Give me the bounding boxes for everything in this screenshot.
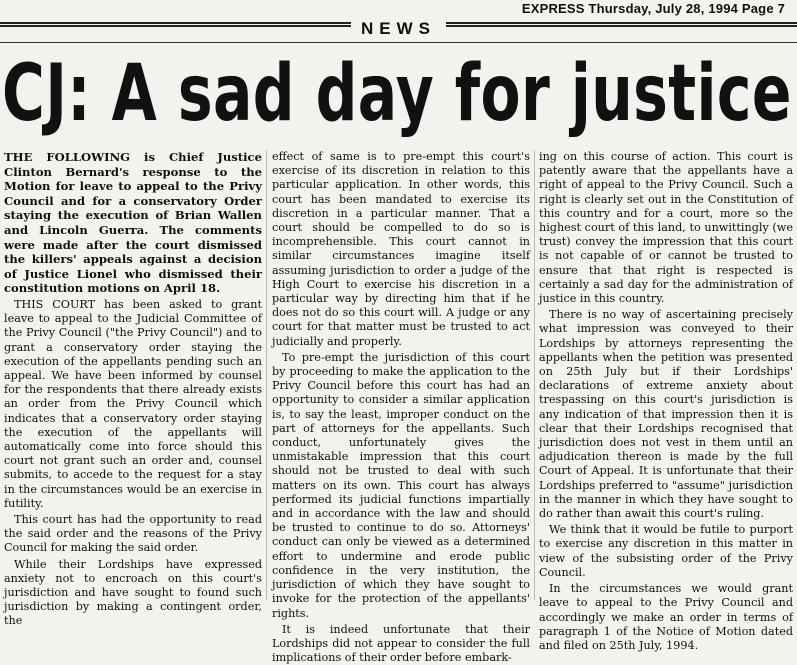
- column-divider: [266, 150, 267, 600]
- body-paragraph: We think that it would be futile to purport to exercise any discretion in this matter in view of the subsisting order of the Privy Council.: [539, 523, 793, 579]
- body-paragraph: effect of same is to pre-empt this court's exercise of its discretion in relation to this particular application. In other words, this court has been mandated to exercise its discretion in a particular manner. That a court should be compelled to do so is incomprehensible. This court cannot in similar circumstances imagine itself assuming jurisdiction to order a judge of the High Court to exercise his discretion in a particular way by directing him that if he does not do so this court will. A judge or any court for that matter must be trusted to act judicially and properly.: [272, 150, 530, 348]
- body-paragraph: THIS COURT has been asked to grant leave to appeal to the Judicial Committee of the Privy Council ("the Privy Council") and to grant a conservatory order staying the execution of the appellants pending such an appeal. We have been informed by counsel for the respondents that there already exists an order from the Privy Council which indicates that a conservatory order staying the execution of the appellants will automatically come into force should this court not grant such an order and, counsel submits, to accede to the request for a stay in the circumstances would be an exercise in futility.: [4, 297, 262, 510]
- body-paragraph: It is indeed unfortunate that their Lordships did not appear to consider the full implications of their order before embark-: [272, 622, 530, 665]
- body-paragraph: ing on this course of action. This court is patently aware that the appellants have a right of appeal to the Privy Council. Such a right is clearly set out in the Constitution of this country and for a court, more so the highest court of this land, to unwittingly (we trust) convey the impression that this court is not capable of or cannot be trusted to ensure that that right is respected is certainly a sad day for the administration of justice in this country.: [539, 150, 793, 306]
- column-divider: [534, 150, 535, 600]
- masthead: [0, 0, 797, 48]
- article-column-3: [539, 150, 793, 652]
- article-column-1: [4, 150, 262, 628]
- body-paragraph: While their Lordships have expressed anxiety not to encroach on this court's jurisdiction and have sought to found such jurisdiction by making a contingent order, the: [4, 557, 262, 628]
- body-paragraph: This court has had the opportunity to read the said order and the reasons of the Privy Council for making the said order.: [4, 512, 262, 555]
- body-paragraph: To pre-empt the jurisdiction of this court by proceeding to make the application to the Privy Council before this court has had an opportunity to consider a similar application is, to say the least, improper conduct on the part of attorneys for the appellants. Such conduct, unfortunately gives the unmistakable impression that this court should not be trusted to deal with such matters on its own. This court has always performed its judicial functions impartially and in accordance with the law and should be trusted to continue to do so. Attorneys' conduct can only be viewed as a determined effort to undermine and erode public confidence in the very institution, the jurisdiction of which they have sought to invoke for the protection of the appellants' rights.: [272, 350, 530, 620]
- section-label-text: NEWS: [351, 19, 446, 39]
- article-column-2: [272, 150, 530, 665]
- issue-line: EXPRESS Thursday, July 28, 1994 Page 7: [518, 1, 789, 16]
- body-paragraph: In the circumstances we would grant leave to appeal to the Privy Council and accordingly we make an order in terms of paragraph 1 of the Notice of Motion dated and filed on 25th July, 1994.: [539, 582, 793, 652]
- body-paragraph: There is no way of ascertaining precisely what impression was conveyed to their Lordships by attorneys representing the appellants when the petition was presented on 25th July but if their Lordships' declarations of extreme anxiety about trespassing on this court's jurisdiction is any indication of that impression then it is clear that their Lordships recognised that jurisdiction does not vest in them until an adjudication thereon is made by the full Court of Appeal. It is unfortunate that their Lordships preferred to "assume" jurisdiction in the manner in which they have sought to do rather than await this court's ruling.: [539, 308, 793, 521]
- masthead-rule: [0, 42, 797, 43]
- lede-paragraph: THE FOLLOWING is Chief Justice Clinton Bernard's response to the Motion for leave to appeal to the Privy Council and for a conservatory Order staying the execution of Brian Wallen and Lincoln Guerra. The comments were made after the court dismissed the killers' appeals against a decision of Justice Lionel who dismissed their constitution motions on April 18.: [4, 150, 262, 296]
- headline: CJ: A sad day for justice: [2, 49, 792, 139]
- section-label: [0, 19, 797, 42]
